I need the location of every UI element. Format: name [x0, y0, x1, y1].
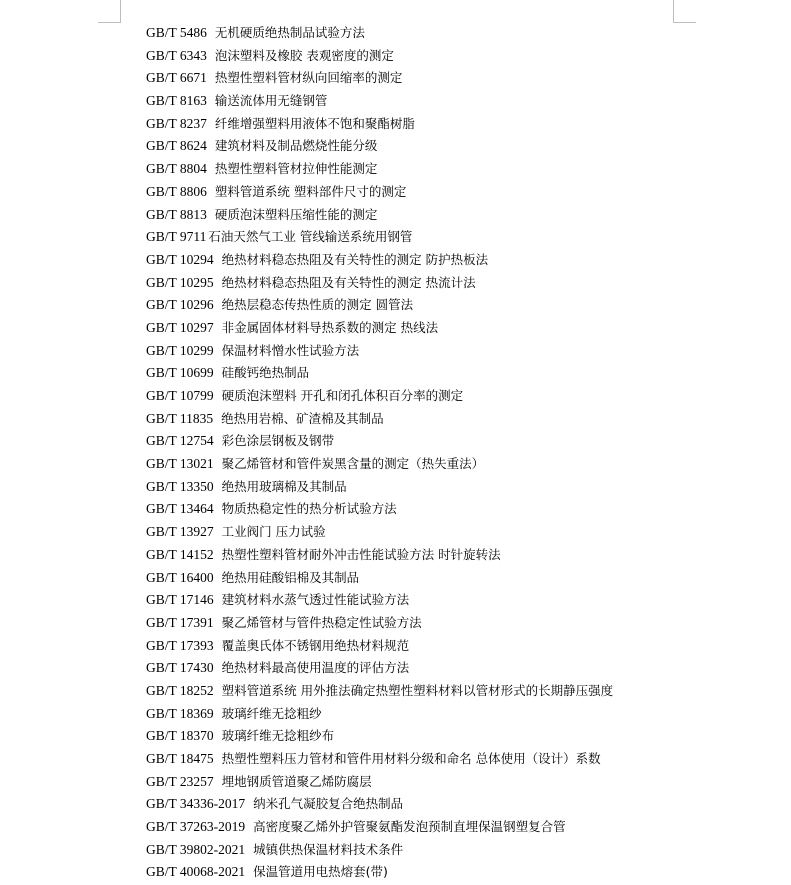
standard-title: 聚乙烯管材与管件热稳定性试验方法 — [221, 614, 422, 630]
standard-code: GB/T 13464 — [146, 501, 214, 517]
standard-item — [146, 521, 613, 544]
standard-title: 非金属固体材料导热系数的测定 热线法 — [221, 319, 439, 335]
standard-item — [146, 816, 613, 839]
standard-item — [146, 635, 613, 658]
standard-code: GB/T 17393 — [146, 637, 214, 653]
standard-item — [146, 544, 613, 567]
standard-code: GB/T 18369 — [146, 705, 214, 721]
standard-item — [146, 113, 613, 136]
standard-item — [146, 204, 613, 227]
standard-item — [146, 612, 613, 635]
standard-item — [146, 657, 613, 680]
standard-code: GB/T 13021 — [146, 456, 214, 472]
standard-title: 无机硬质绝热制品试验方法 — [214, 25, 365, 40]
standard-code: GB/T 17146 — [146, 592, 214, 608]
standard-item — [146, 703, 613, 726]
standard-title: 热塑性塑料管材耐外冲击性能试验方法 时针旋转法 — [221, 546, 501, 562]
standard-item — [146, 158, 613, 181]
standard-title: 埋地钢质管道聚乙烯防腐层 — [221, 773, 372, 789]
standard-title: 塑料管道系统 塑料部件尺寸的测定 — [214, 183, 407, 199]
standard-code: GB/T 8804 — [146, 161, 207, 177]
standard-title: 塑料管道系统 用外推法确定热塑性塑料材料以管材形式的长期静压强度 — [221, 682, 614, 698]
standard-title: 高密度聚乙烯外护管聚氨酯发泡预制直埋保温钢塑复合管 — [253, 819, 566, 835]
standard-item — [146, 498, 613, 521]
standard-code: GB/T 16400 — [146, 569, 214, 585]
standard-title: 热塑性塑料管材纵向回缩率的测定 — [214, 70, 403, 86]
standard-item — [146, 272, 613, 295]
standard-title: 城镇供热保温材料技术条件 — [253, 841, 404, 857]
standard-item — [146, 67, 613, 90]
standard-item — [146, 476, 613, 499]
standard-title: 保温材料憎水性试验方法 — [221, 342, 360, 358]
standard-item — [146, 340, 613, 363]
standard-item — [146, 181, 613, 204]
standard-item — [146, 135, 613, 158]
standard-code: GB/T 40068-2021 — [146, 864, 246, 880]
standard-title: 热塑性塑料管材拉伸性能测定 — [214, 161, 378, 177]
standard-item — [146, 861, 613, 884]
standard-code: GB/T 8163 — [146, 93, 207, 109]
standard-item — [146, 839, 613, 862]
page-corner-mark-top-right — [673, 0, 696, 23]
standard-title: 玻璃纤维无捻粗纱布 — [221, 728, 335, 744]
standard-code: GB/T 18475 — [146, 751, 214, 766]
standard-item — [146, 90, 613, 113]
standard-title: 输送流体用无缝钢管 — [214, 93, 328, 109]
standard-item — [146, 793, 613, 816]
standard-title: 硬质泡沫塑料压缩性能的测定 — [214, 206, 378, 222]
standard-code: GB/T 8624 — [146, 138, 207, 154]
standard-title: 工业阀门 压力试验 — [221, 524, 326, 540]
standard-title: 热塑性塑料压力管材和管件用材料分级和命名 总体使用（设计）系数 — [221, 751, 601, 766]
standard-code: GB/T 39802-2021 — [146, 841, 246, 857]
standard-title: 硅酸钙绝热制品 — [221, 365, 310, 381]
standard-code: GB/T 5486 — [146, 25, 207, 40]
standard-title: 玻璃纤维无捻粗纱 — [221, 705, 322, 721]
standard-title: 纤维增强塑料用液体不饱和聚酯树脂 — [214, 115, 415, 131]
standard-title: 覆盖奥氏体不锈钢用绝热材料规范 — [221, 637, 410, 653]
standard-code: GB/T 11835 — [146, 410, 214, 426]
standard-title: 石油天然气工业 管线输送系统用钢管 — [208, 229, 413, 245]
standard-item — [146, 45, 613, 68]
standard-code: GB/T 14152 — [146, 546, 214, 562]
standard-title: 纳米孔气凝胶复合绝热制品 — [253, 796, 404, 812]
standard-code: GB/T 17430 — [146, 660, 214, 676]
standard-code: GB/T 10297 — [146, 319, 214, 335]
standard-item — [146, 22, 613, 45]
standard-code: GB/T 34336-2017 — [146, 796, 246, 812]
standard-code: GB/T 37263-2019 — [146, 819, 246, 835]
standard-code: GB/T 17391 — [146, 614, 214, 630]
standard-code: GB/T 8806 — [146, 183, 207, 199]
standard-item — [146, 249, 613, 272]
standard-code: GB/T 13350 — [146, 478, 214, 494]
standard-code: GB/T 6343 — [146, 47, 207, 63]
standard-item — [146, 408, 613, 431]
standard-title: 建筑材料及制品燃烧性能分级 — [214, 138, 378, 154]
standard-code: GB/T 23257 — [146, 773, 214, 789]
standard-code: GB/T 10294 — [146, 251, 214, 267]
standard-title: 聚乙烯管材和管件炭黑含量的测定（热失重法） — [221, 456, 485, 472]
standard-item — [146, 567, 613, 590]
standard-item — [146, 362, 613, 385]
standard-code: GB/T 8237 — [146, 115, 207, 131]
standard-title: 硬质泡沫塑料 开孔和闭孔体积百分率的测定 — [221, 388, 464, 403]
standard-item — [146, 453, 613, 476]
standard-code: GB/T 10299 — [146, 342, 214, 358]
standard-title: 绝热材料稳态热阻及有关特性的测定 热流计法 — [221, 274, 476, 290]
standard-code: GB/T 10799 — [146, 388, 214, 403]
standard-title: 绝热材料稳态热阻及有关特性的测定 防护热板法 — [221, 251, 489, 267]
standard-code: GB/T 12754 — [146, 433, 214, 449]
standard-title: 绝热材料最高使用温度的评估方法 — [221, 660, 410, 676]
standard-code: GB/T 6671 — [146, 70, 207, 86]
standards-list — [146, 22, 613, 884]
standard-code: GB/T 9711 — [146, 229, 207, 245]
standard-code: GB/T 10296 — [146, 297, 214, 313]
standard-title: 绝热用岩棉、矿渣棉及其制品 — [221, 410, 384, 426]
standard-code: GB/T 10295 — [146, 274, 214, 290]
standard-title: 绝热层稳态传热性质的测定 圆管法 — [221, 297, 414, 313]
standard-item — [146, 317, 613, 340]
standard-title: 彩色涂层钢板及钢带 — [221, 433, 335, 449]
standard-item — [146, 589, 613, 612]
standard-title: 绝热用玻璃棉及其制品 — [221, 478, 347, 494]
standard-title: 泡沫塑料及橡胶 表观密度的测定 — [214, 47, 394, 63]
standard-item — [146, 771, 613, 794]
standard-item — [146, 725, 613, 748]
page-corner-mark-top-left — [98, 0, 121, 23]
standard-item — [146, 385, 613, 408]
standard-item — [146, 430, 613, 453]
standard-code: GB/T 10699 — [146, 365, 214, 381]
standard-code: GB/T 13927 — [146, 524, 214, 540]
standard-item — [146, 294, 613, 317]
standard-title: 建筑材料水蒸气透过性能试验方法 — [221, 592, 410, 608]
standard-item — [146, 226, 613, 249]
standard-item — [146, 680, 613, 703]
standard-item — [146, 748, 613, 771]
standard-code: GB/T 18370 — [146, 728, 214, 744]
standard-code: GB/T 18252 — [146, 682, 214, 698]
standard-title: 物质热稳定性的热分析试验方法 — [221, 501, 397, 517]
standard-title: 保温管道用电热熔套(带) — [253, 864, 388, 880]
standard-code: GB/T 8813 — [146, 206, 207, 222]
standard-title: 绝热用硅酸铝棉及其制品 — [221, 569, 360, 585]
